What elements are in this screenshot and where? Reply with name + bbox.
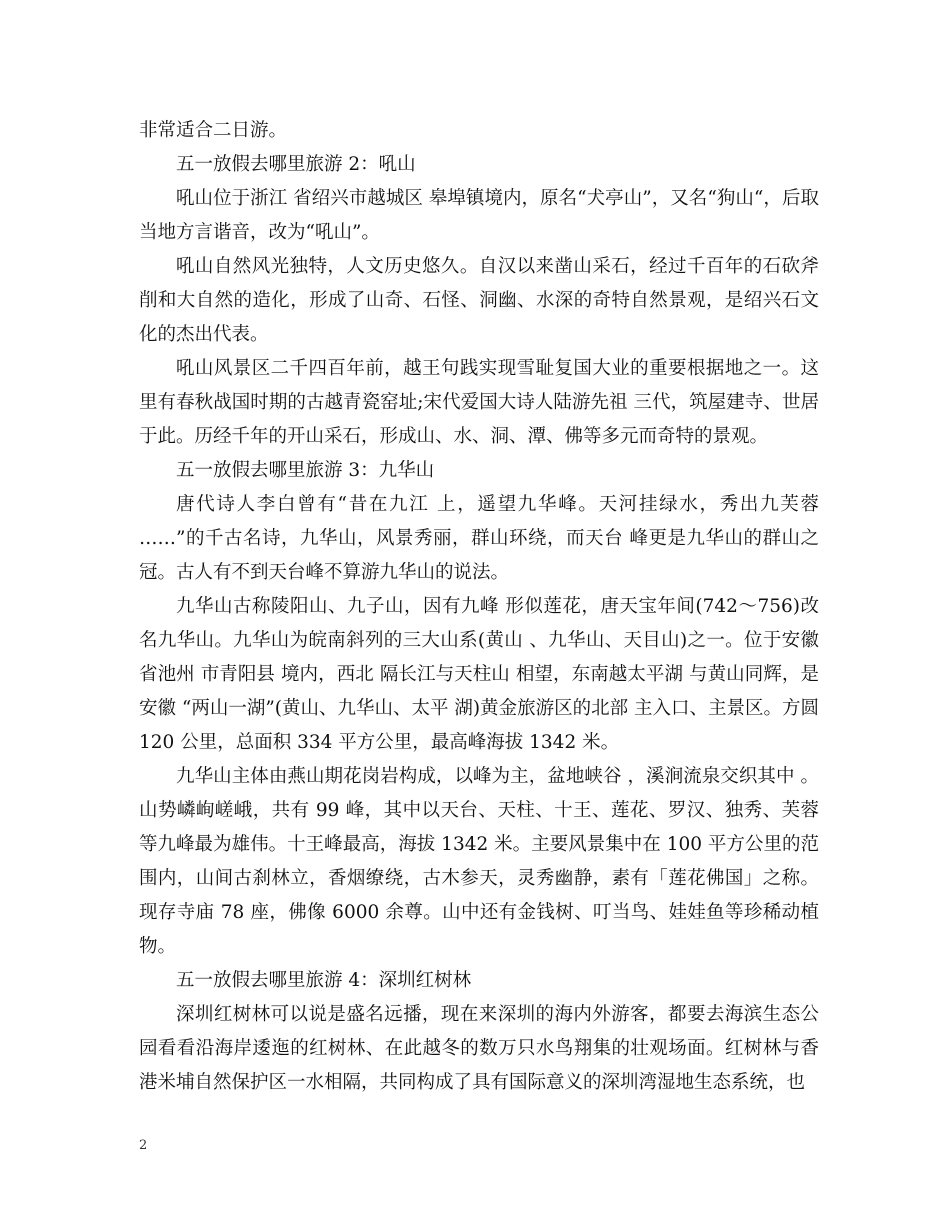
section-heading-3: 五一放假去哪里旅游 3：九华山: [176, 460, 435, 481]
paragraph: 唐代诗人李白曾有“昔在九江 上，遥望九华峰。天河挂绿水，秀出九芙蓉 ……”的千古名诗，九华山，风景秀丽，群山环绕，而天台 峰更是九华山的群山之冠。古人有不到天台峰不算游九华山的说法。: [139, 494, 819, 583]
section-heading-2: 五一放假去哪里旅游 2：吼山: [176, 154, 416, 175]
page-number: 2: [139, 1138, 148, 1153]
paragraph: 深圳红树林可以说是盛名远播，现在来深圳的海内外游客，都要去海滨生态公园看看沿海岸逶迤的红树林、在此越冬的数万只水鸟翔集的壮观场面。红树林与香港米埔自然保护区一水相隔，共同构成了具有国际意义的深圳湾湿地生态系统，也: [139, 1004, 819, 1093]
paragraph: 吼山风景区二千四百年前，越王句践实现雪耻复国大业的重要根据地之一。这里有春秋战国时期的古越青瓷窑址;宋代爱国大诗人陆游先祖 三代，筑屋建寺、世居于此。历经千年的开山采石，形成山、水、洞、潭、佛等多元而奇特的景观。: [139, 358, 819, 447]
paragraph: 九华山主体由燕山期花岗岩构成，以峰为主，盆地峡谷 ，溪涧流泉交织其中 。山势嶙峋嵯峨，共有 99 峰，其中以天台、天柱、十王、莲花、罗汉、独秀、芙蓉等九峰最为雄伟。十王峰最高，海拔 1342 米。主要风景集中在 100 平方公里的范围内，山间古刹林立，香烟缭绕，古木参天，灵秀幽静，素有「莲花佛国」之称。现存寺庙 78 座，佛像 6000 余尊。山中还有金钱树、叮当鸟、娃娃鱼等珍稀动植物。: [139, 766, 819, 957]
page-body: [139, 114, 819, 1100]
paragraph: 九华山古称陵阳山、九子山，因有九峰 形似莲花，唐天宝年间(742～756)改名九华山。九华山为皖南斜列的三大山系(黄山 、九华山、天目山)之一。位于安徽 省池州 市青阳县 境内，西北 隔长江与天柱山 相望，东南越太平湖 与黄山同辉，是安徽 “两山一湖”(黄山、九华山、太平 湖)黄金旅游区的北部 主入口、主景区。方圆 120 公里，总面积 334 平方公里，最高峰海拔 1342 米。: [139, 596, 820, 753]
paragraph-continuation: 非常适合二日游。: [139, 120, 288, 141]
section-heading-4: 五一放假去哪里旅游 4：深圳红树林: [176, 970, 472, 991]
paragraph: 吼山位于浙江 省绍兴市越城区 皋埠镇境内，原名“犬亭山”，又名“狗山“，后取当地方言谐音，改为“吼山”。: [139, 188, 819, 243]
paragraph: 吼山自然风光独特，人文历史悠久。自汉以来凿山采石，经过千百年的石砍斧削和大自然的造化，形成了山奇、石怪、洞幽、水深的奇特自然景观，是绍兴石文化的杰出代表。: [139, 256, 819, 345]
